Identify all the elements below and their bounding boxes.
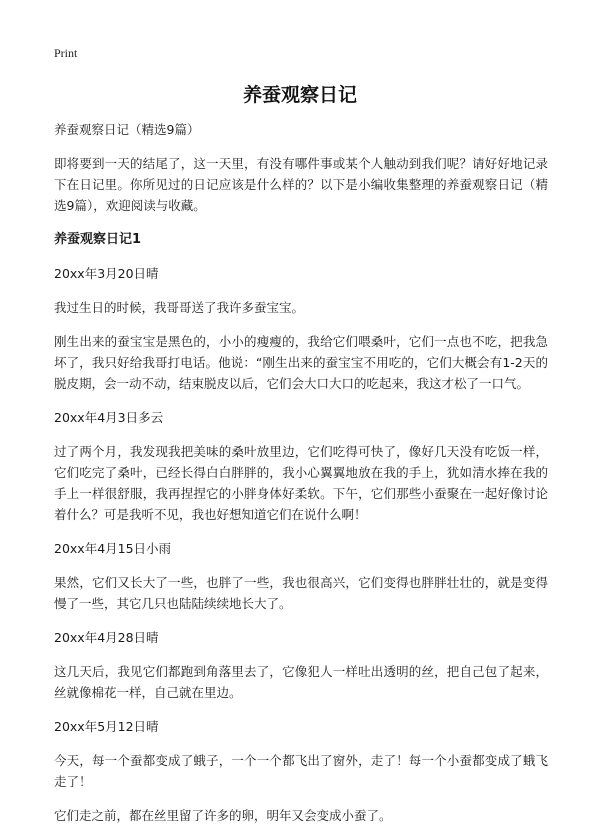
entry-date: 20xx年4月3日多云 — [54, 410, 164, 425]
entry-paragraph: 我过生日的时候，我哥哥送了我许多蚕宝宝。 — [54, 300, 305, 315]
entry-date: 20xx年4月15日小雨 — [54, 541, 172, 556]
entry-paragraph: 刚生出来的蚕宝宝是黑色的，小小的瘦瘦的，我给它们喂桑叶，它们一点也不吃，把我急坏了，我只好给我哥打电话。他说：“刚生出来的蚕宝宝不用吃的，它们大概会有1-2天的脱皮期，会一动不动，结束脱皮以后，它们会大口大口的吃起来，我这才松了一口气。 — [54, 334, 548, 391]
entry-paragraph: 过了两个月，我发现我把美味的桑叶放里边，它们吃得可快了，像好几天没有吃饭一样，它们吃完了桑叶，已经长得白白胖胖的，我小心翼翼地放在我的手上，犹如清水捧在我的手上一样很舒服，我再捏捏它的小胖身体好柔软。下午，它们那些小蚕聚在一起好像讨论着什么？可是我听不见，我也好想知道它们在说什么啊！ — [54, 444, 548, 522]
entry-paragraph: 它们走之前，都在丝里留了许多的卵，明年又会变成小蚕了。 — [54, 808, 392, 823]
entry-date: 20xx年3月20日晴 — [54, 266, 159, 281]
article-subtitle: 养蚕观察日记（精选9篇） — [54, 122, 200, 137]
print-link[interactable]: Print — [54, 46, 78, 60]
entry-date: 20xx年5月12日晴 — [54, 719, 159, 734]
entry-paragraph: 这几天后，我见它们都跑到角落里去了，它像犯人一样吐出透明的丝，把自己包了起来，丝就像棉花一样，自己就在里边。 — [54, 664, 548, 700]
entry-date: 20xx年4月28日晴 — [54, 630, 159, 645]
page-title: 养蚕观察日记 — [242, 84, 357, 106]
entry-paragraph: 今天，每一个蚕都变成了蛾子，一个一个都飞出了窗外，走了！每一个小蚕都变成了蛾飞走了！ — [54, 753, 548, 789]
entry-paragraph: 果然，它们又长大了一些，也胖了一些，我也很高兴，它们变得也胖胖壮壮的，就是变得慢了一些，其它几只也陆陆续续地长大了。 — [54, 575, 548, 611]
article-body — [54, 119, 548, 826]
section-heading: 养蚕观察日记1 — [54, 232, 142, 247]
intro-paragraph: 即将要到一天的结尾了，这一天里，有没有哪件事或某个人触动到我们呢？请好好地记录下在日记里。你所见过的日记应该是什么样的？以下是小编收集整理的养蚕观察日记（精选9篇），欢迎阅读与收藏。 — [54, 156, 548, 213]
